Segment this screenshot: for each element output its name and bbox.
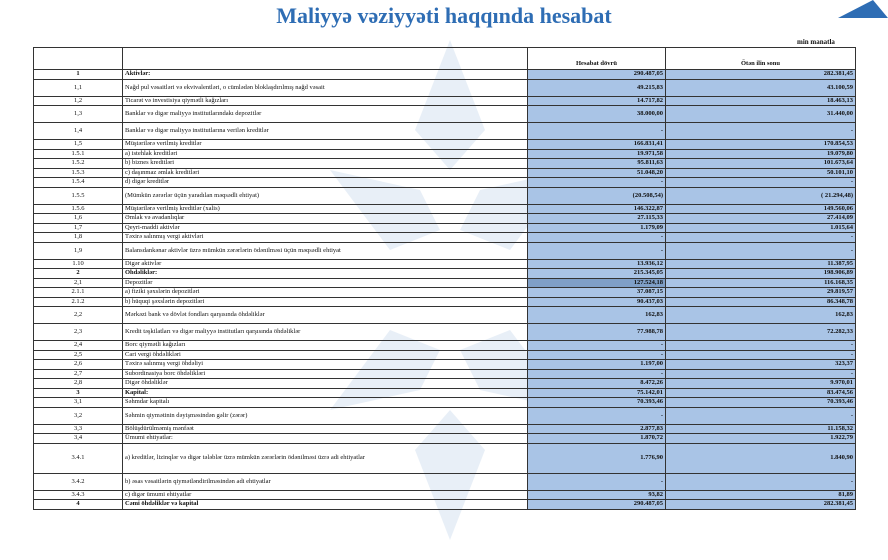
row-previous-value: 83.474,56 <box>666 388 856 398</box>
table-row <box>34 379 856 389</box>
row-current-value: 70.393,46 <box>528 398 666 408</box>
row-code: 2.1.2 <box>34 297 123 307</box>
row-label: (Mümkün zərərlər üçün yaradılan məqsədli ehtiyat) <box>123 187 528 204</box>
table-row <box>34 424 856 434</box>
row-code: 1,3 <box>34 106 123 123</box>
table-row <box>34 341 856 351</box>
table-row <box>34 278 856 288</box>
row-current-value: - <box>528 123 666 140</box>
row-current-value: 166.831,41 <box>528 140 666 150</box>
row-current-value: 93,82 <box>528 490 666 500</box>
row-label: a) kreditlər, lizinqlər və digər tələblər üzrə mümkün zərərlərin ödənilməsi üzrə adi ehtiyatlar <box>123 443 528 473</box>
row-label: c) digər ümumi ehtiyatlar <box>123 490 528 500</box>
row-previous-value: 86.348,78 <box>666 297 856 307</box>
row-code: 1,2 <box>34 96 123 106</box>
row-label: Qeyri-maddi aktivlər <box>123 223 528 233</box>
row-current-value: 51.048,20 <box>528 168 666 178</box>
row-code: 3,2 <box>34 407 123 424</box>
row-current-value: - <box>528 473 666 490</box>
row-label: a) fiziki şəxslərin depozitləri <box>123 288 528 298</box>
row-previous-value: 18.463,13 <box>666 96 856 106</box>
table-row <box>34 204 856 214</box>
row-code: 1.5.4 <box>34 178 123 188</box>
row-label: Ümumi ehtiyatlar: <box>123 434 528 444</box>
row-current-value: 27.115,33 <box>528 214 666 224</box>
row-current-value: 19.971,58 <box>528 149 666 159</box>
row-label: Mərkəzi bank və dövlət fondları qarşısında öhdəliklər <box>123 307 528 324</box>
table-row <box>34 79 856 96</box>
table-row <box>34 223 856 233</box>
table-row <box>34 259 856 269</box>
row-current-value: 215.345,05 <box>528 269 666 279</box>
row-code: 2.1.1 <box>34 288 123 298</box>
table-row <box>34 70 856 80</box>
row-label: Banklar və digər maliyyə institutlarındakı depozitlər <box>123 106 528 123</box>
row-current-value: - <box>528 178 666 188</box>
row-previous-value: 162,83 <box>666 307 856 324</box>
row-previous-value: - <box>666 350 856 360</box>
row-previous-value: 29.819,57 <box>666 288 856 298</box>
table-row <box>34 178 856 188</box>
row-label: Digər öhdəliklər <box>123 379 528 389</box>
row-label: b) biznes kreditləri <box>123 159 528 169</box>
row-current-value: - <box>528 242 666 259</box>
row-current-value: 8.472,26 <box>528 379 666 389</box>
row-code: 3,4 <box>34 434 123 444</box>
table-row <box>34 307 856 324</box>
row-current-value: 75.142,01 <box>528 388 666 398</box>
row-label: Müştərilərə verilmiş kreditlər <box>123 140 528 150</box>
row-previous-value: 31.440,00 <box>666 106 856 123</box>
table-row <box>34 473 856 490</box>
table-row <box>34 324 856 341</box>
table-row <box>34 269 856 279</box>
row-label: Digər aktivlər <box>123 259 528 269</box>
row-current-value: 146.322,87 <box>528 204 666 214</box>
row-previous-value: 43.100,59 <box>666 79 856 96</box>
row-previous-value: 27.414,09 <box>666 214 856 224</box>
row-previous-value: - <box>666 341 856 351</box>
header-code <box>34 48 123 70</box>
row-code: 2,3 <box>34 324 123 341</box>
row-code: 1,6 <box>34 214 123 224</box>
row-previous-value: 72.282,33 <box>666 324 856 341</box>
table-row <box>34 106 856 123</box>
row-previous-value: 198.906,89 <box>666 269 856 279</box>
table-row <box>34 360 856 370</box>
row-previous-value: 170.854,53 <box>666 140 856 150</box>
row-previous-value: 101.673,64 <box>666 159 856 169</box>
table-body <box>34 70 856 510</box>
header-previous-year-end: Ötən ilin sonu <box>666 48 856 70</box>
row-label: d) digər kreditlər <box>123 178 528 188</box>
table-row <box>34 214 856 224</box>
table-row <box>34 443 856 473</box>
row-label: Əmlak və avadanlıqlar <box>123 214 528 224</box>
row-previous-value: 149.560,06 <box>666 204 856 214</box>
table-row <box>34 388 856 398</box>
row-current-value: - <box>528 350 666 360</box>
row-current-value: 1.870,72 <box>528 434 666 444</box>
row-label: Cəmi öhdəliklər və kapital <box>123 500 528 510</box>
row-code: 1 <box>34 70 123 80</box>
row-previous-value: 1.840,90 <box>666 443 856 473</box>
row-previous-value: - <box>666 233 856 243</box>
table-row <box>34 500 856 510</box>
table-header-row <box>34 48 856 70</box>
row-code: 1.5.2 <box>34 159 123 169</box>
row-current-value: 1.179,09 <box>528 223 666 233</box>
row-current-value: (20.508,54) <box>528 187 666 204</box>
row-label: Ticarət və investisiya qiymətli kağızları <box>123 96 528 106</box>
row-current-value: 1.197,00 <box>528 360 666 370</box>
row-previous-value: - <box>666 369 856 379</box>
row-code: 3,1 <box>34 398 123 408</box>
row-label: Kredit təşkilatları və digər maliyyə institutları qarşısında öhdəliklər <box>123 324 528 341</box>
table-row <box>34 123 856 140</box>
row-current-value: 1.776,90 <box>528 443 666 473</box>
row-code: 1,7 <box>34 223 123 233</box>
row-code: 2,8 <box>34 379 123 389</box>
row-previous-value: 11.158,32 <box>666 424 856 434</box>
row-label: b) əsas vəsaitlərin qiymətləndirilməsindən adi ehtiyatlar <box>123 473 528 490</box>
row-previous-value: 116.168,35 <box>666 278 856 288</box>
row-code: 2,4 <box>34 341 123 351</box>
row-previous-value: 1.922,79 <box>666 434 856 444</box>
row-code: 3.4.1 <box>34 443 123 473</box>
units-label: min manatla <box>797 38 835 46</box>
row-code: 2 <box>34 269 123 279</box>
row-previous-value: - <box>666 178 856 188</box>
table-row <box>34 159 856 169</box>
row-label: Borc qiymətli kağızları <box>123 341 528 351</box>
row-code: 1.5.6 <box>34 204 123 214</box>
row-current-value: 14.717,82 <box>528 96 666 106</box>
table-row <box>34 140 856 150</box>
row-current-value: 2.877,83 <box>528 424 666 434</box>
row-current-value: - <box>528 341 666 351</box>
row-previous-value: 9.970,01 <box>666 379 856 389</box>
row-label: a) istehlak kreditləri <box>123 149 528 159</box>
row-code: 3,3 <box>34 424 123 434</box>
table-row <box>34 233 856 243</box>
row-previous-value: - <box>666 123 856 140</box>
row-label: Təxirə salınmış vergi aktivləri <box>123 233 528 243</box>
row-label: Balansdankənar aktivlər üzrə mümkün zərərlərin ödənilməsi üçün məqsədli ehtiyat <box>123 242 528 259</box>
table-row <box>34 149 856 159</box>
table-row <box>34 407 856 424</box>
financial-position-table <box>33 47 856 510</box>
row-current-value: 90.437,03 <box>528 297 666 307</box>
table-row <box>34 398 856 408</box>
row-code: 1,4 <box>34 123 123 140</box>
row-label: Səhmdar kapitalı <box>123 398 528 408</box>
row-code: 1.10 <box>34 259 123 269</box>
row-previous-value: - <box>666 242 856 259</box>
row-label: Aktivlər: <box>123 70 528 80</box>
header-name <box>123 48 528 70</box>
row-previous-value: - <box>666 473 856 490</box>
row-code: 1.5.1 <box>34 149 123 159</box>
report-title: Maliyyə vəziyyəti haqqında hesabat <box>276 3 612 28</box>
row-code: 3.4.2 <box>34 473 123 490</box>
row-current-value: 127.524,18 <box>528 278 666 288</box>
row-current-value: 77.988,78 <box>528 324 666 341</box>
row-code: 1,8 <box>34 233 123 243</box>
row-label: Cari vergi öhdəlikləri <box>123 350 528 360</box>
table-row <box>34 434 856 444</box>
row-code: 3.4.3 <box>34 490 123 500</box>
table-row <box>34 187 856 204</box>
row-previous-value: ( 21.294,48) <box>666 187 856 204</box>
row-code: 1,9 <box>34 242 123 259</box>
row-current-value: 37.087,15 <box>528 288 666 298</box>
row-current-value: 95.811,63 <box>528 159 666 169</box>
header-current-period: Hesabat dövrü <box>528 48 666 70</box>
row-label: Bölüşdürülməmiş mənfəət <box>123 424 528 434</box>
corner-logo-mark <box>818 0 888 18</box>
row-label: Banklar və digər maliyyə institutlarına verilən kreditlər <box>123 123 528 140</box>
row-previous-value: 282.381,45 <box>666 70 856 80</box>
row-current-value: 290.487,05 <box>528 500 666 510</box>
row-label: Depozitlər <box>123 278 528 288</box>
row-current-value: 290.487,05 <box>528 70 666 80</box>
row-current-value: 13.936,12 <box>528 259 666 269</box>
row-code: 2,5 <box>34 350 123 360</box>
row-label: Subordinasiya borc öhdəlikləri <box>123 369 528 379</box>
row-label: Öhdəliklər: <box>123 269 528 279</box>
table-row <box>34 369 856 379</box>
row-label: Kapital: <box>123 388 528 398</box>
row-label: Müştərilərə verilmiş kreditlər (xalis) <box>123 204 528 214</box>
table-row <box>34 168 856 178</box>
row-previous-value: 70.393,46 <box>666 398 856 408</box>
row-label: c) daşınmaz əmlak kreditləri <box>123 168 528 178</box>
row-code: 1,5 <box>34 140 123 150</box>
row-previous-value: 282.381,45 <box>666 500 856 510</box>
row-code: 4 <box>34 500 123 510</box>
table-row <box>34 490 856 500</box>
row-code: 2,6 <box>34 360 123 370</box>
table-row <box>34 288 856 298</box>
row-current-value: 38.000,00 <box>528 106 666 123</box>
row-previous-value: 19.079,80 <box>666 149 856 159</box>
row-previous-value: 11.387,95 <box>666 259 856 269</box>
row-previous-value: 81,89 <box>666 490 856 500</box>
row-code: 2,1 <box>34 278 123 288</box>
row-code: 3 <box>34 388 123 398</box>
row-current-value: - <box>528 407 666 424</box>
table-row <box>34 242 856 259</box>
row-label: Təxirə salınmış vergi öhdəliyi <box>123 360 528 370</box>
row-previous-value: 50.101,10 <box>666 168 856 178</box>
row-code: 1.5.3 <box>34 168 123 178</box>
row-previous-value: - <box>666 407 856 424</box>
row-code: 2,7 <box>34 369 123 379</box>
table-row <box>34 350 856 360</box>
row-label: Səhmin qiymətinin dəyişməsindən gəlir (zərər) <box>123 407 528 424</box>
table-row <box>34 297 856 307</box>
row-label: b) hüquqi şəxslərin depozitləri <box>123 297 528 307</box>
row-previous-value: 323,37 <box>666 360 856 370</box>
row-current-value: - <box>528 233 666 243</box>
row-code: 1.5.5 <box>34 187 123 204</box>
row-previous-value: 1.015,64 <box>666 223 856 233</box>
row-current-value: 162,83 <box>528 307 666 324</box>
row-label: Nağd pul vəsaitləri və ekvivalentləri, o cümlədən bloklaşdırılmış nağd vəsait <box>123 79 528 96</box>
row-code: 2,2 <box>34 307 123 324</box>
row-code: 1,1 <box>34 79 123 96</box>
table-row <box>34 96 856 106</box>
row-current-value: - <box>528 369 666 379</box>
row-current-value: 49.215,83 <box>528 79 666 96</box>
